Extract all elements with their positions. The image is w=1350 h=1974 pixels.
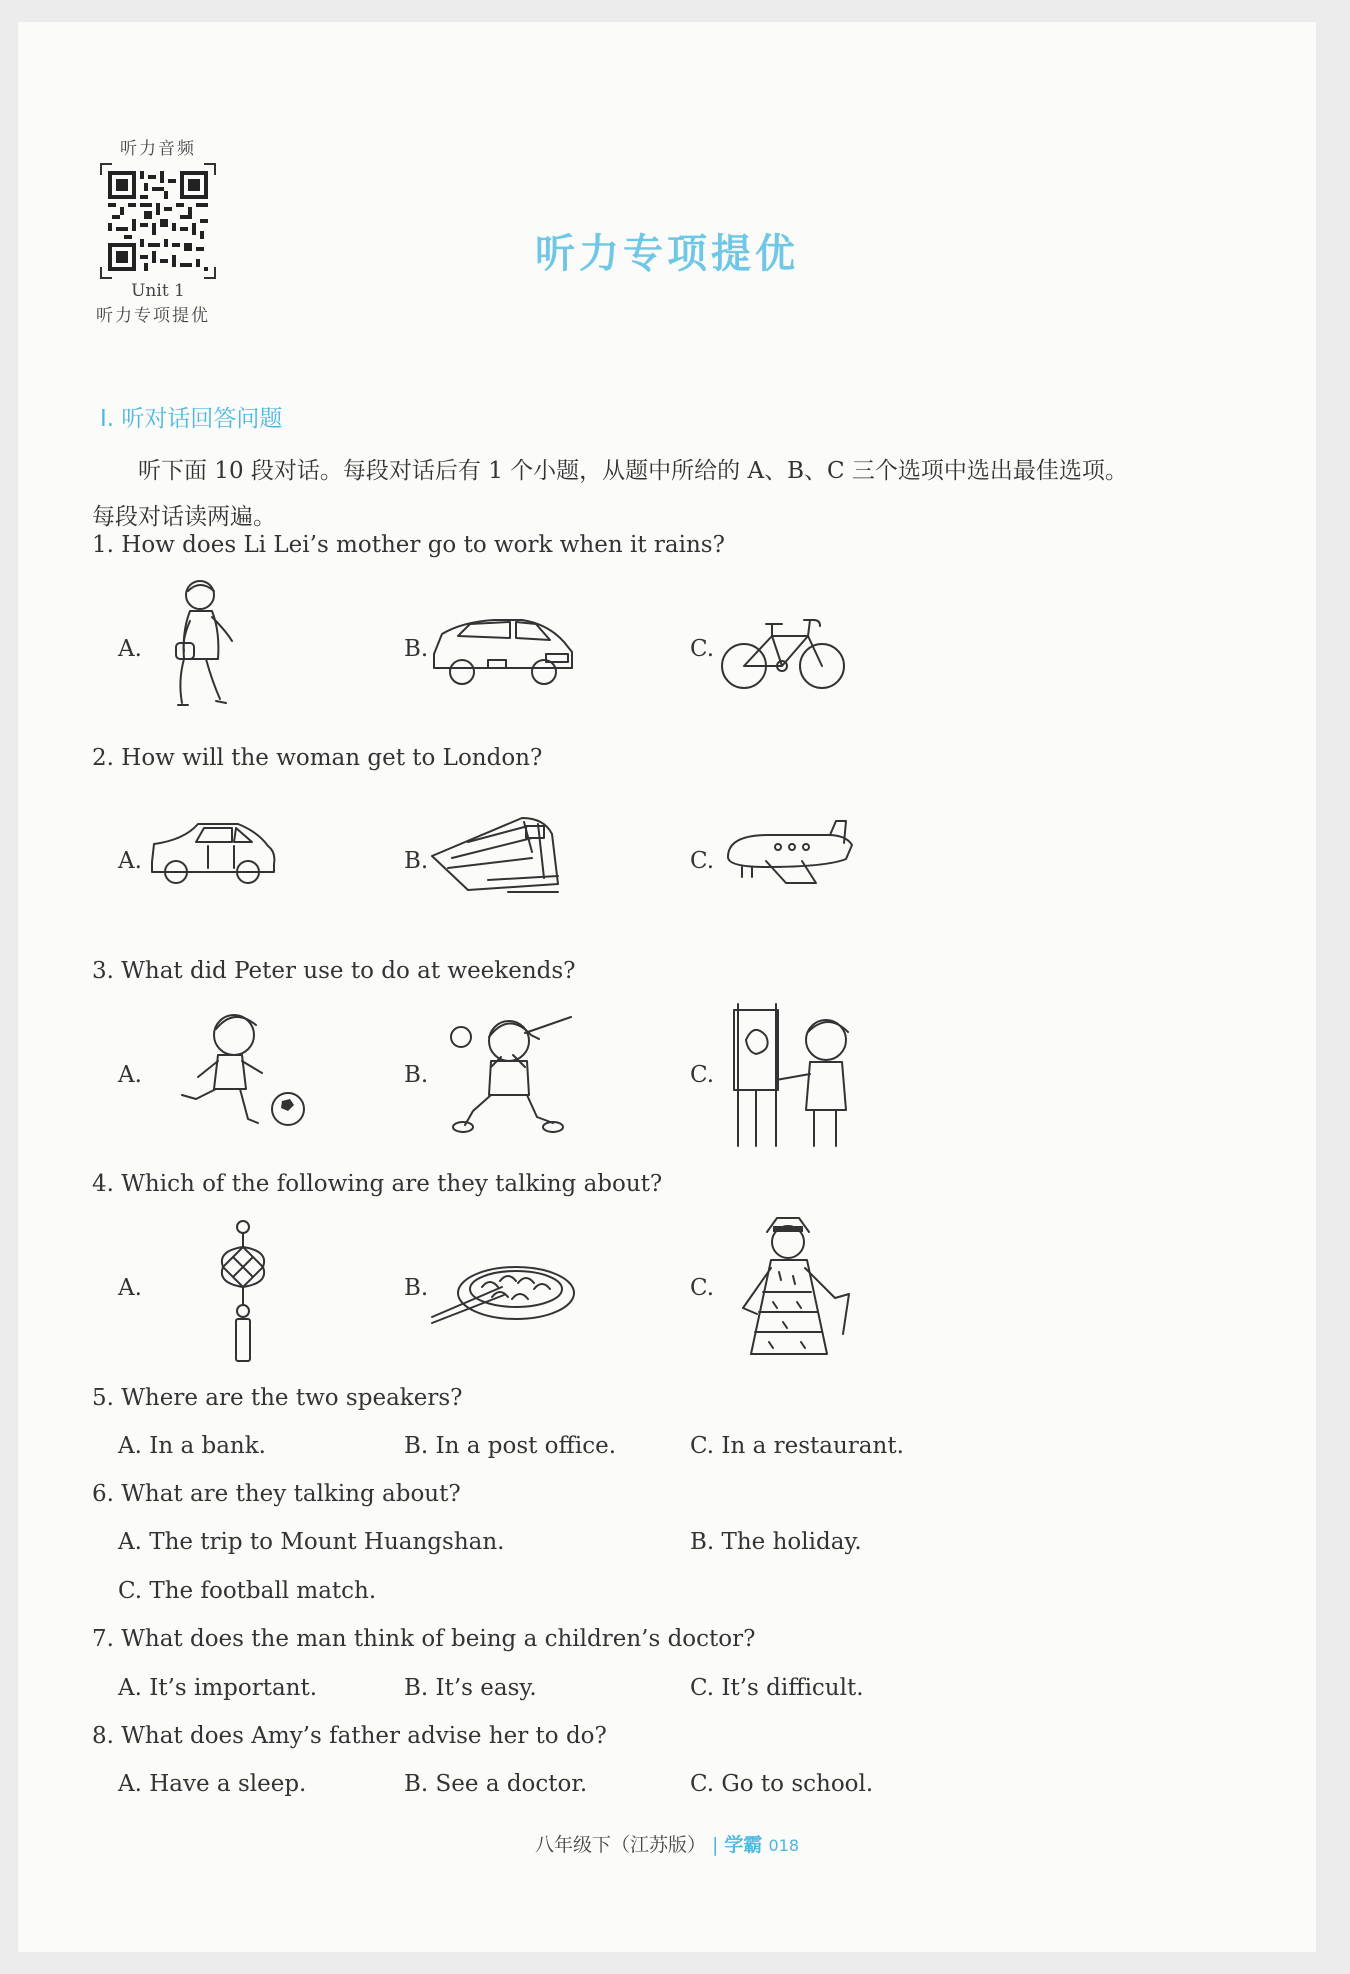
footer-separator: | xyxy=(712,1834,719,1856)
option-3c-letter: C. xyxy=(690,1062,715,1088)
question-1: 1. How does Li Lei’s mother go to work when it rains? xyxy=(92,532,725,558)
page-number: 018 xyxy=(768,1836,800,1855)
page-footer xyxy=(18,1830,1316,1857)
option-8c[interactable]: C. Go to school. xyxy=(690,1771,874,1797)
painting-boy-icon[interactable] xyxy=(728,1000,868,1150)
option-7c[interactable]: C. It’s difficult. xyxy=(690,1675,864,1701)
option-4a-letter: A. xyxy=(118,1275,142,1301)
option-7a[interactable]: A. It’s important. xyxy=(118,1675,318,1701)
textbook-page xyxy=(18,22,1316,1952)
qr-label-bottom: 听力专项提优 xyxy=(96,306,210,326)
train-icon[interactable] xyxy=(428,812,568,902)
option-6a[interactable]: A. The trip to Mount Huangshan. xyxy=(118,1529,505,1555)
question-7: 7. What does the man think of being a children’s doctor? xyxy=(92,1626,756,1652)
question-5: 5. Where are the two speakers? xyxy=(92,1385,463,1411)
option-6b[interactable]: B. The holiday. xyxy=(690,1529,862,1555)
option-1a-letter: A. xyxy=(118,636,142,662)
question-4: 4. Which of the following are they talking about? xyxy=(92,1171,663,1197)
option-4c-letter: C. xyxy=(690,1275,715,1301)
option-8a[interactable]: A. Have a sleep. xyxy=(118,1771,307,1797)
question-6: 6. What are they talking about? xyxy=(92,1481,461,1507)
instructions xyxy=(92,448,1308,540)
option-2b-letter: B. xyxy=(404,848,429,874)
footer-brand: 学霸 xyxy=(724,1834,763,1856)
question-2: 2. How will the woman get to London? xyxy=(92,745,543,771)
instructions-line-1: 听下面 10 段对话。每段对话后有 1 个小题，从题中所给的 A、B、C 三个选项中选出最佳选项。 xyxy=(138,458,1128,484)
option-8b[interactable]: B. See a doctor. xyxy=(404,1771,588,1797)
football-boy-icon[interactable] xyxy=(178,1007,318,1137)
option-4b-letter: B. xyxy=(404,1275,429,1301)
walking-woman-icon[interactable] xyxy=(158,577,268,717)
option-5c[interactable]: C. In a restaurant. xyxy=(690,1433,904,1459)
option-7b[interactable]: B. It’s easy. xyxy=(404,1675,537,1701)
option-1b-letter: B. xyxy=(404,636,429,662)
footer-grade: 八年级下（江苏版） xyxy=(534,1834,706,1856)
qr-label-top: 听力音频 xyxy=(120,139,196,159)
opera-figure-icon[interactable] xyxy=(733,1212,863,1367)
car-icon[interactable] xyxy=(148,812,278,892)
qr-unit-label: Unit 1 xyxy=(131,281,185,301)
instructions-line-2: 每段对话读两遍。 xyxy=(92,504,276,530)
baseball-boy-icon[interactable] xyxy=(443,1007,583,1142)
chinese-knot-icon[interactable] xyxy=(208,1217,278,1367)
dumplings-icon[interactable] xyxy=(428,1247,578,1327)
question-8: 8. What does Amy’s father advise her to do? xyxy=(92,1723,607,1749)
option-2c-letter: C. xyxy=(690,848,715,874)
option-6c[interactable]: C. The football match. xyxy=(118,1578,377,1604)
option-3a-letter: A. xyxy=(118,1062,142,1088)
option-3b-letter: B. xyxy=(404,1062,429,1088)
car-icon[interactable] xyxy=(428,602,578,692)
option-5a[interactable]: A. In a bank. xyxy=(118,1433,266,1459)
plane-icon[interactable] xyxy=(718,817,858,902)
question-3: 3. What did Peter use to do at weekends? xyxy=(92,958,576,984)
section-heading: Ⅰ. 听对话回答问题 xyxy=(100,406,283,432)
option-2a-letter: A. xyxy=(118,848,142,874)
page-title: 听力专项提优 xyxy=(535,231,799,277)
bicycle-icon[interactable] xyxy=(718,600,848,695)
option-1c-letter: C. xyxy=(690,636,715,662)
option-5b[interactable]: B. In a post office. xyxy=(404,1433,617,1459)
